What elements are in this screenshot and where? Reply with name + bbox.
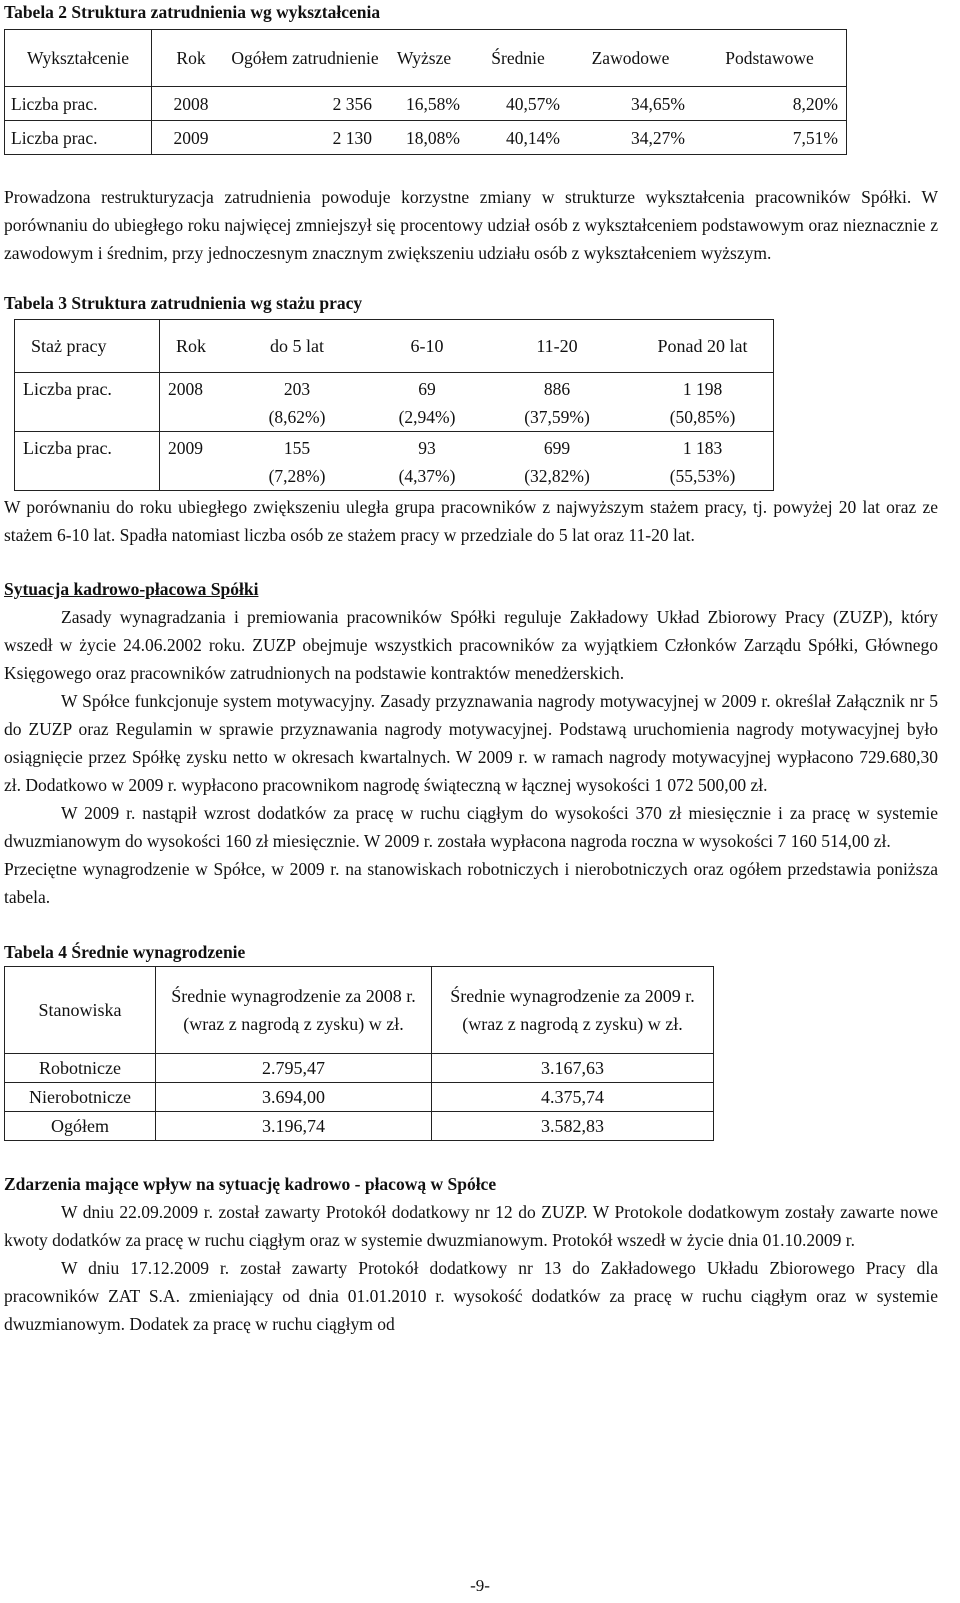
table-header-row <box>15 320 774 373</box>
row-label: Liczba prac. <box>5 87 152 121</box>
cell-count: 886 <box>543 379 571 399</box>
header-year: Rok <box>160 320 223 373</box>
header-salary-2009: Średnie wynagrodzenie za 2009 r. (wraz z nagrodą z zysku) w zł. <box>432 967 714 1054</box>
cell-percent: (8,62%) <box>268 407 326 427</box>
cell-vocational: 34,65% <box>568 87 693 121</box>
cell-percent: (4,37%) <box>398 466 456 486</box>
cell-salary-2008: 3.196,74 <box>156 1112 432 1141</box>
education-structure-table <box>4 29 847 155</box>
row-position: Ogółem <box>5 1112 156 1141</box>
cell-primary: 7,51% <box>792 127 838 148</box>
table3-caption: Tabela 3 Struktura zatrudnienia wg stażu pracy <box>4 293 363 313</box>
header-higher: Wyższe <box>380 30 468 87</box>
cell-percent: (50,85%) <box>669 407 736 427</box>
row-year: 2008 <box>152 87 231 121</box>
table-row <box>15 373 774 432</box>
header-seniority: Staż pracy <box>15 320 160 373</box>
header-education: Wykształcenie <box>5 30 152 87</box>
cell-percent: (55,53%) <box>669 466 736 486</box>
row-year: 2008 <box>160 373 223 432</box>
header-11-20: 11-20 <box>482 320 632 373</box>
cell-total: 2 130 <box>332 127 372 148</box>
cell-salary-2009: 3.582,83 <box>432 1112 714 1141</box>
table4-caption: Tabela 4 Średnie wynagrodzenie <box>4 942 246 962</box>
paragraph-average-salary-intro: Przeciętne wynagrodzenie w Spółce, w 2009 r. na stanowiskach robotniczych i nierobotniczych oraz ogółem przedstawia poniższa tabela. <box>4 859 938 907</box>
cell-over-20 <box>632 432 774 491</box>
table-row <box>5 87 847 121</box>
cell-secondary: 40,14% <box>506 127 560 148</box>
cell-up-to-5 <box>222 373 372 432</box>
document-page <box>4 0 938 1338</box>
header-vocational: Zawodowe <box>568 30 693 87</box>
cell-higher: 18,08% <box>406 127 460 148</box>
cell-count: 69 <box>418 379 436 399</box>
cell-salary-2008: 3.694,00 <box>156 1083 432 1112</box>
cell-11-20 <box>482 373 632 432</box>
table-header-row <box>5 967 714 1054</box>
row-position: Robotnicze <box>5 1054 156 1083</box>
header-6-10: 6-10 <box>372 320 482 373</box>
cell-6-10 <box>372 373 482 432</box>
cell-percent: (32,82%) <box>524 466 590 486</box>
cell-count: 203 <box>283 379 311 399</box>
section-heading-hr-payroll: Sytuacja kadrowo-płacowa Spółki <box>4 579 259 599</box>
table-row <box>5 1083 714 1112</box>
table-row <box>5 1054 714 1083</box>
table-row <box>5 1112 714 1141</box>
header-primary: Podstawowe <box>693 30 847 87</box>
cell-percent: (7,28%) <box>268 466 326 486</box>
cell-count: 1 198 <box>682 379 723 399</box>
cell-percent: (37,59%) <box>524 407 590 427</box>
cell-percent: (2,94%) <box>398 407 456 427</box>
cell-11-20 <box>482 432 632 491</box>
cell-count: 155 <box>283 438 311 458</box>
header-over-20: Ponad 20 lat <box>632 320 774 373</box>
paragraph-education-change: Prowadzona restrukturyzacja zatrudnienia powoduje korzystne zmiany w strukturze wykształcenia pracowników Spółki. W porównaniu do ubiegłego roku najwięcej zmniejszył się procentowy udział osób z wykształceniem podstawowym oraz nieznacznie z zawodowym i średnim, przy jednoczesnym znacznym zwiększeniu udziału osób z wykształceniem wyższym. <box>4 187 938 263</box>
header-year: Rok <box>152 30 231 87</box>
row-year: 2009 <box>168 438 203 458</box>
table-row <box>5 121 847 155</box>
cell-salary-2009: 3.167,63 <box>432 1054 714 1083</box>
section-heading-events: Zdarzenia mające wpływ na sytuację kadrowo - płacową w Spółce <box>4 1174 497 1194</box>
cell-6-10 <box>372 432 482 491</box>
cell-over-20 <box>632 373 774 432</box>
page-number: -9- <box>470 1576 490 1595</box>
row-label: Liczba prac. <box>5 121 152 155</box>
seniority-structure-table <box>14 319 774 491</box>
table-row <box>15 432 774 491</box>
cell-salary-2008: 2.795,47 <box>156 1054 432 1083</box>
paragraph-motivation-system: W Spółce funkcjonuje system motywacyjny. Zasady przyznawania nagrody motywacyjnej w 2009 r. określał Załącznik nr 5 do ZUZP oraz Regulamin w sprawie przyznawania nagrody motywacyjnej. Podstawą uruchomienia nagrody motywacyjnej było osiągnięcie przez Spółkę zysku netto w okresach kwartalnych. W 2009 r. w ramach nagrody motywacyjnej wypłacono 729.680,30 zł. Dodatkowo w 2009 r. wypłacono pracownikom nagrodę świąteczną w łącznej wysokości 1 072 500,00 zł. <box>4 691 938 795</box>
paragraph-protocol-12: W dniu 22.09.2009 r. został zawarty Protokół dodatkowy nr 12 do ZUZP. W Protokole dodatkowym zostały zawarte nowe kwoty dodatków za pracę w ruchu ciągłym oraz w systemie dwuzmianowym. Protokół wszedł w życie dnia 01.10.2009 r. <box>4 1202 938 1250</box>
cell-count: 93 <box>418 438 436 458</box>
paragraph-protocol-13: W dniu 17.12.2009 r. został zawarty Protokół dodatkowy nr 13 do Zakładowego Układu Zbiorowego Pracy dla pracowników ZAT S.A. zmieniający od dnia 01.01.2010 r. wysokość dodatków za pracę w ruchu ciągłym oraz w systemie dwuzmianowym. Dodatek za pracę w ruchu ciągłym od <box>4 1258 938 1334</box>
header-secondary: Średnie <box>468 30 568 87</box>
row-position: Nierobotnicze <box>5 1083 156 1112</box>
cell-salary-2009: 4.375,74 <box>432 1083 714 1112</box>
cell-secondary: 40,57% <box>468 87 568 121</box>
header-position: Stanowiska <box>5 967 156 1054</box>
average-salary-table <box>4 966 714 1141</box>
cell-higher: 16,58% <box>380 87 468 121</box>
paragraph-seniority-change: W porównaniu do roku ubiegłego zwiększeniu uległa grupa pracowników z najwyższym stażem pracy, tj. powyżej 20 lat oraz ze stażem 6-10 lat. Spadła natomiast liczba osób ze stażem pracy w przedziale do 5 lat oraz 11-20 lat. <box>4 497 938 545</box>
row-label: Liczba prac. <box>15 373 160 432</box>
row-year: 2009 <box>173 127 209 148</box>
cell-count: 699 <box>543 438 571 458</box>
paragraph-remuneration-rules: Zasady wynagradzania i premiowania pracowników Spółki reguluje Zakładowy Układ Zbiorowy Pracy (ZUZP), który wszedł w życie 24.06.2002 roku. ZUZP obejmuje wszystkich pracowników za wyjątkiem Członków Zarządu Spółki, Głównego Księgowego oraz pracowników zatrudnionych na podstawie kontraktów menedżerskich. <box>4 607 938 683</box>
header-salary-2008: Średnie wynagrodzenie za 2008 r. (wraz z nagrodą z zysku) w zł. <box>156 967 432 1054</box>
cell-up-to-5 <box>222 432 372 491</box>
header-up-to-5: do 5 lat <box>222 320 372 373</box>
cell-vocational: 34,27% <box>631 127 685 148</box>
paragraph-allowances: W 2009 r. nastąpił wzrost dodatków za pracę w ruchu ciągłym do wysokości 370 zł miesięcznie i za pracę w systemie dwuzmianowym do wysokości 160 zł miesięcznie. W 2009 r. została wypłacona nagroda roczna w wysokości 7 160 514,00 zł. <box>4 803 938 851</box>
cell-primary: 8,20% <box>693 87 847 121</box>
header-total: Ogółem zatrudnienie <box>230 30 380 87</box>
row-label: Liczba prac. <box>15 432 160 491</box>
table-header-row <box>5 30 847 87</box>
cell-count: 1 183 <box>682 438 723 458</box>
table2-caption: Tabela 2 Struktura zatrudnienia wg wykształcenia <box>4 2 381 22</box>
cell-total: 2 356 <box>230 87 380 121</box>
